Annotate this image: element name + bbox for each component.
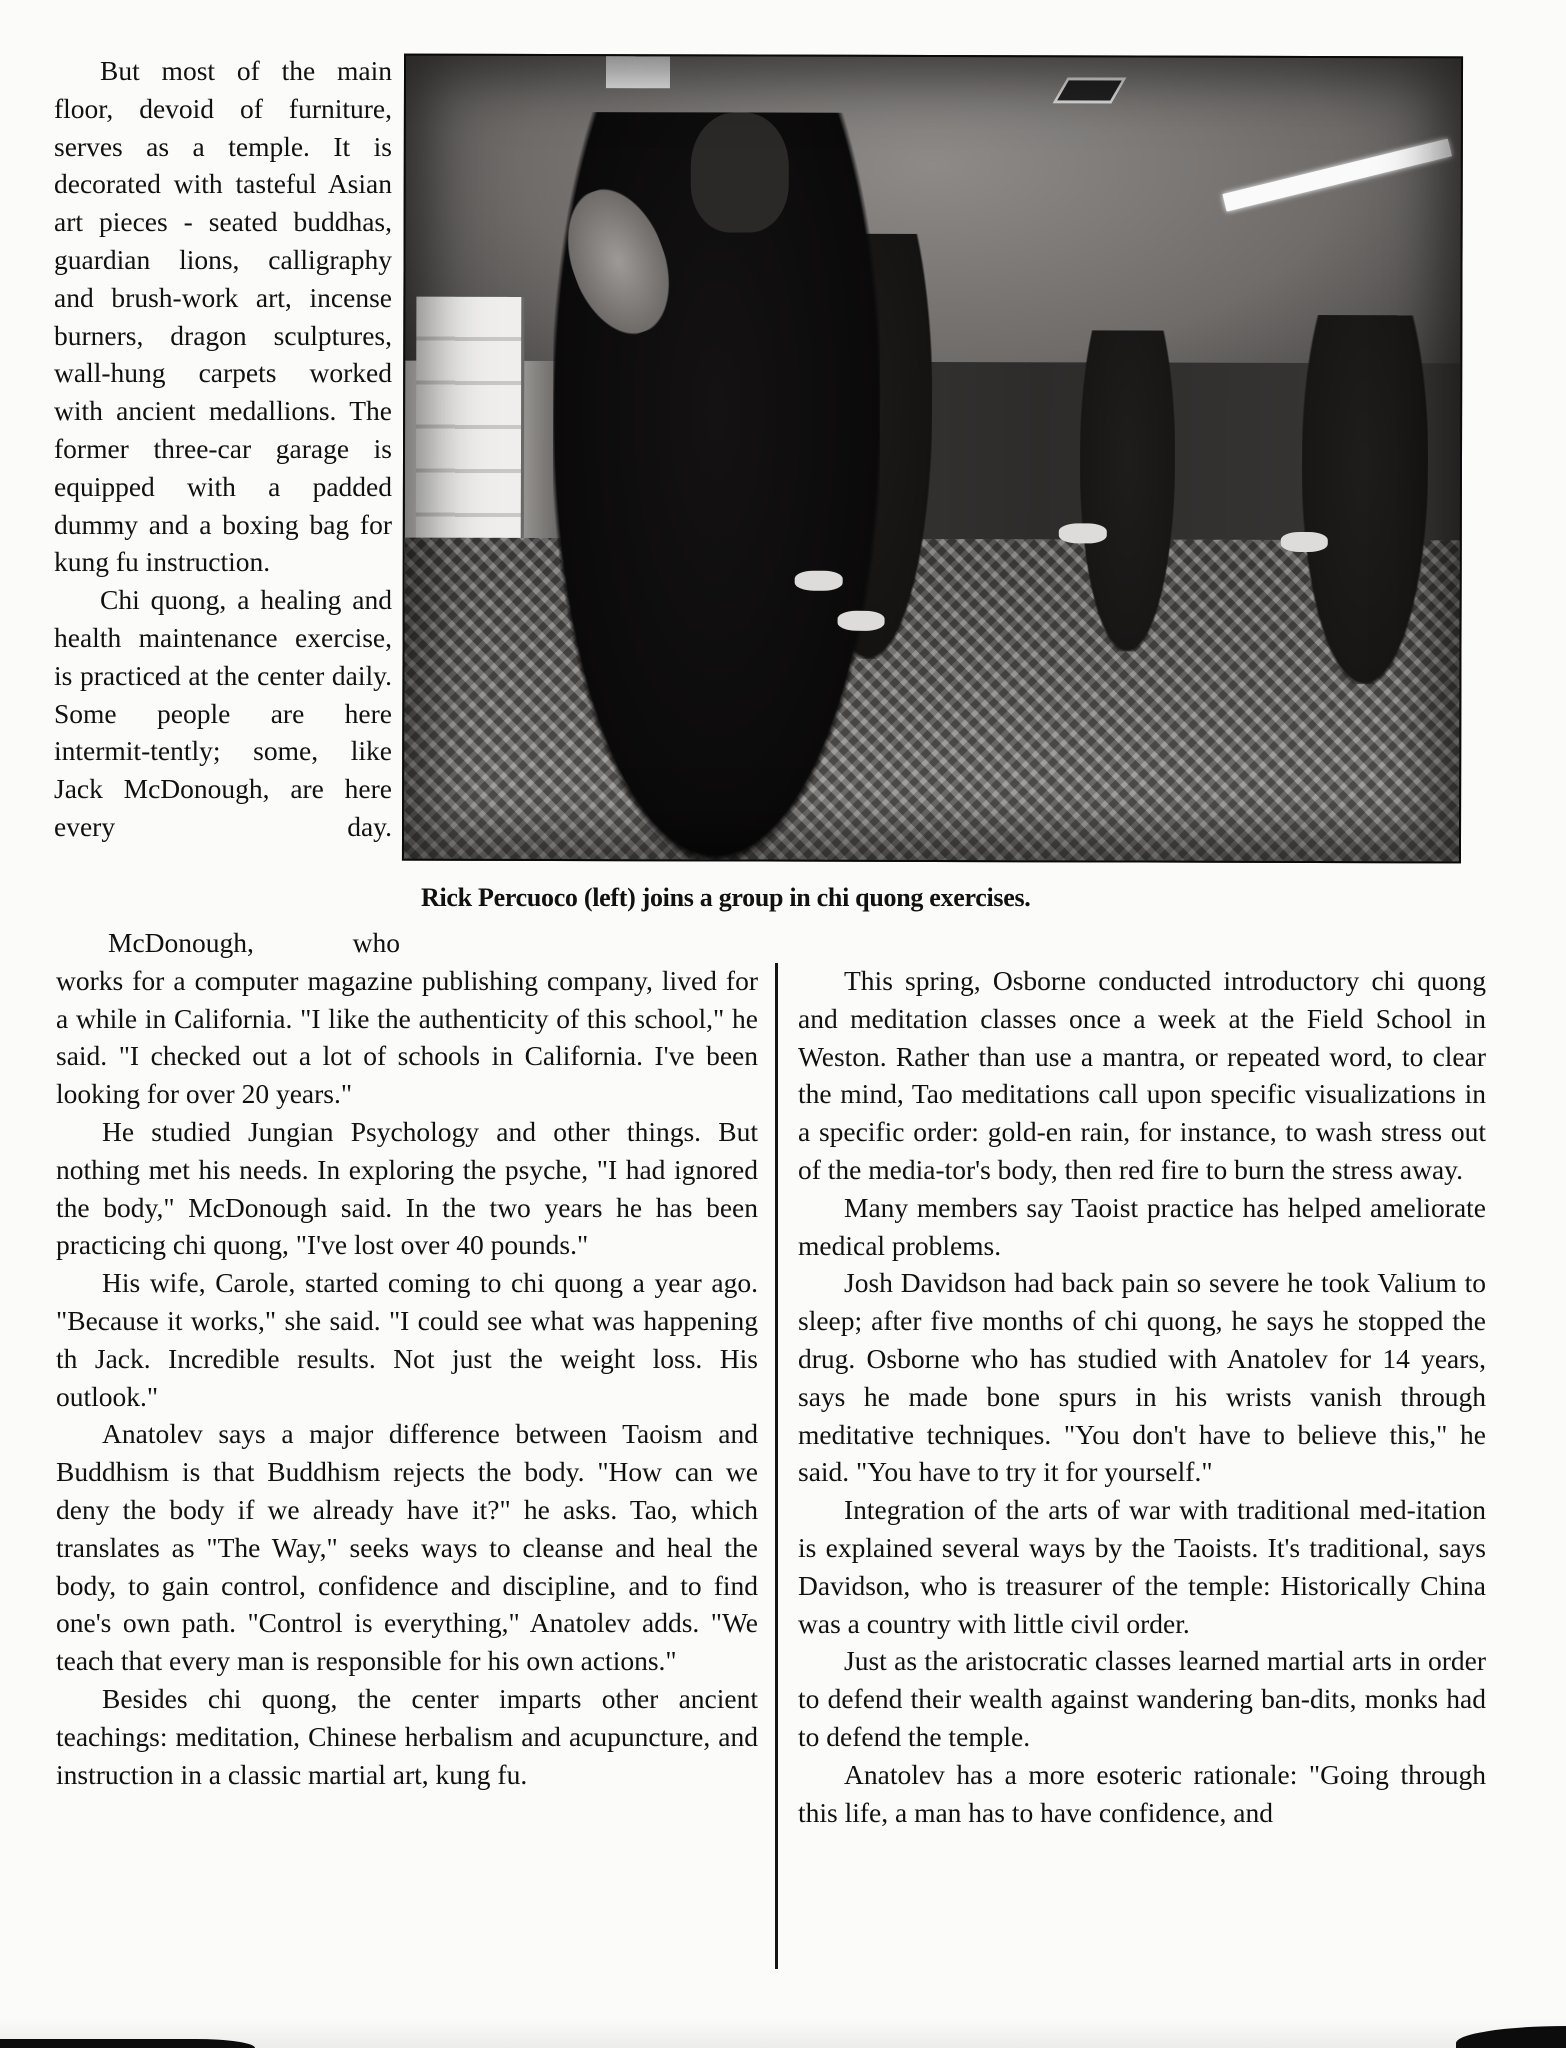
paragraph: His wife, Carole, started coming to chi quong a year ago. "Because it works," she said. "I could see what was happening th Jack. Incredible results. Not just the weight loss. His outlook." (56, 1267, 758, 1412)
scan-edge-left (0, 2039, 255, 2048)
left-column (56, 924, 758, 1793)
column-divider (775, 963, 778, 1969)
paragraph: Josh Davidson had back pain so severe he took Valium to sleep; after five months of chi quong, he says he stopped the drug. Osborne who has studied with Anatolev for 14 years, says he made bone spurs in his wrists vanish through meditative techniques. "You don't have to believe this," he said. "You have to try it for yourself." (798, 1267, 1486, 1488)
photo-caption: Rick Percuoco (left) joins a group in chi quong exercises. (421, 883, 1031, 912)
photo-vignette (404, 56, 1461, 862)
article-photo (402, 54, 1463, 864)
paragraph: Chi quong, a healing and health maintenance exercise, is practiced at the center daily. Some people are here intermit-tently; some, like Jack McDonough, are here every day. (54, 584, 392, 842)
paragraph: Anatolev says a major difference between Taoism and Buddhism is that Buddhism rejects the body. "How can we deny the body if we already have it?" he asks. Tao, which translates as "The Way," seeks ways to cleanse and heal the body, to gain control, confidence and discipline, and to find one's own path. "Control is everything," Anatolev adds. "We teach that every man is responsible for his own actions." (56, 1418, 758, 1677)
paragraph: Integration of the arts of war with traditional med-itation is explained several ways by the Taoists. It's traditional, says Davidson, who is treasurer of the temple: Historically China was a country with little civil order. (798, 1494, 1486, 1639)
paragraph: Besides chi quong, the center imparts other ancient teachings: meditation, Chinese herbalism and acupuncture, and instruction in a classic martial art, kung fu. (56, 1682, 758, 1790)
narrow-column (54, 52, 392, 846)
paragraph: Just as the aristocratic classes learned martial arts in order to defend their wealth against wandering ban-dits, monks had to defend the temple. (798, 1645, 1486, 1752)
paragraph: This spring, Osborne conducted introductory chi quong and meditation classes once a week at the Field School in Weston. Rather than use a mantra, or repeated word, to clear the mind, Tao meditations call upon specific visualizations in a specific order: gold-en rain, for instance, to wash stress out of the media-tor's body, then red fire to burn the stress away. (798, 965, 1486, 1185)
paragraph: He studied Jungian Psychology and other things. But nothing met his needs. In exploring the psyche, "I had ignored the body," McDonough said. In the two years he has been practicing chi quong, "I've lost over 40 pounds." (56, 1115, 758, 1261)
paragraph: works for a computer magazine publishing company, lived for a while in California. "I like the authenticity of this school," he said. "I checked out a lot of schools in California. I've been looking for over 20 years." (56, 964, 758, 1110)
paragraph: Anatolev has a more esoteric rationale: "Going through this life, a man has to have confidence, and (798, 1758, 1486, 1828)
paragraph-lead: McDonough, who (108, 927, 400, 958)
paragraph: Many members say Taoist practice has helped ameliorate medical problems. (798, 1191, 1486, 1261)
right-column (798, 962, 1486, 1831)
paragraph: But most of the main floor, devoid of furniture, serves as a temple. It is decorated with tasteful Asian art pieces - seated buddhas, guardian lions, calligraphy and brush-work art, incense burners, dragon sculptures, wall-hung carpets worked with ancient medallions. The former three-car garage is equipped with a padded dummy and a boxing bag for kung fu instruction. (54, 55, 392, 578)
